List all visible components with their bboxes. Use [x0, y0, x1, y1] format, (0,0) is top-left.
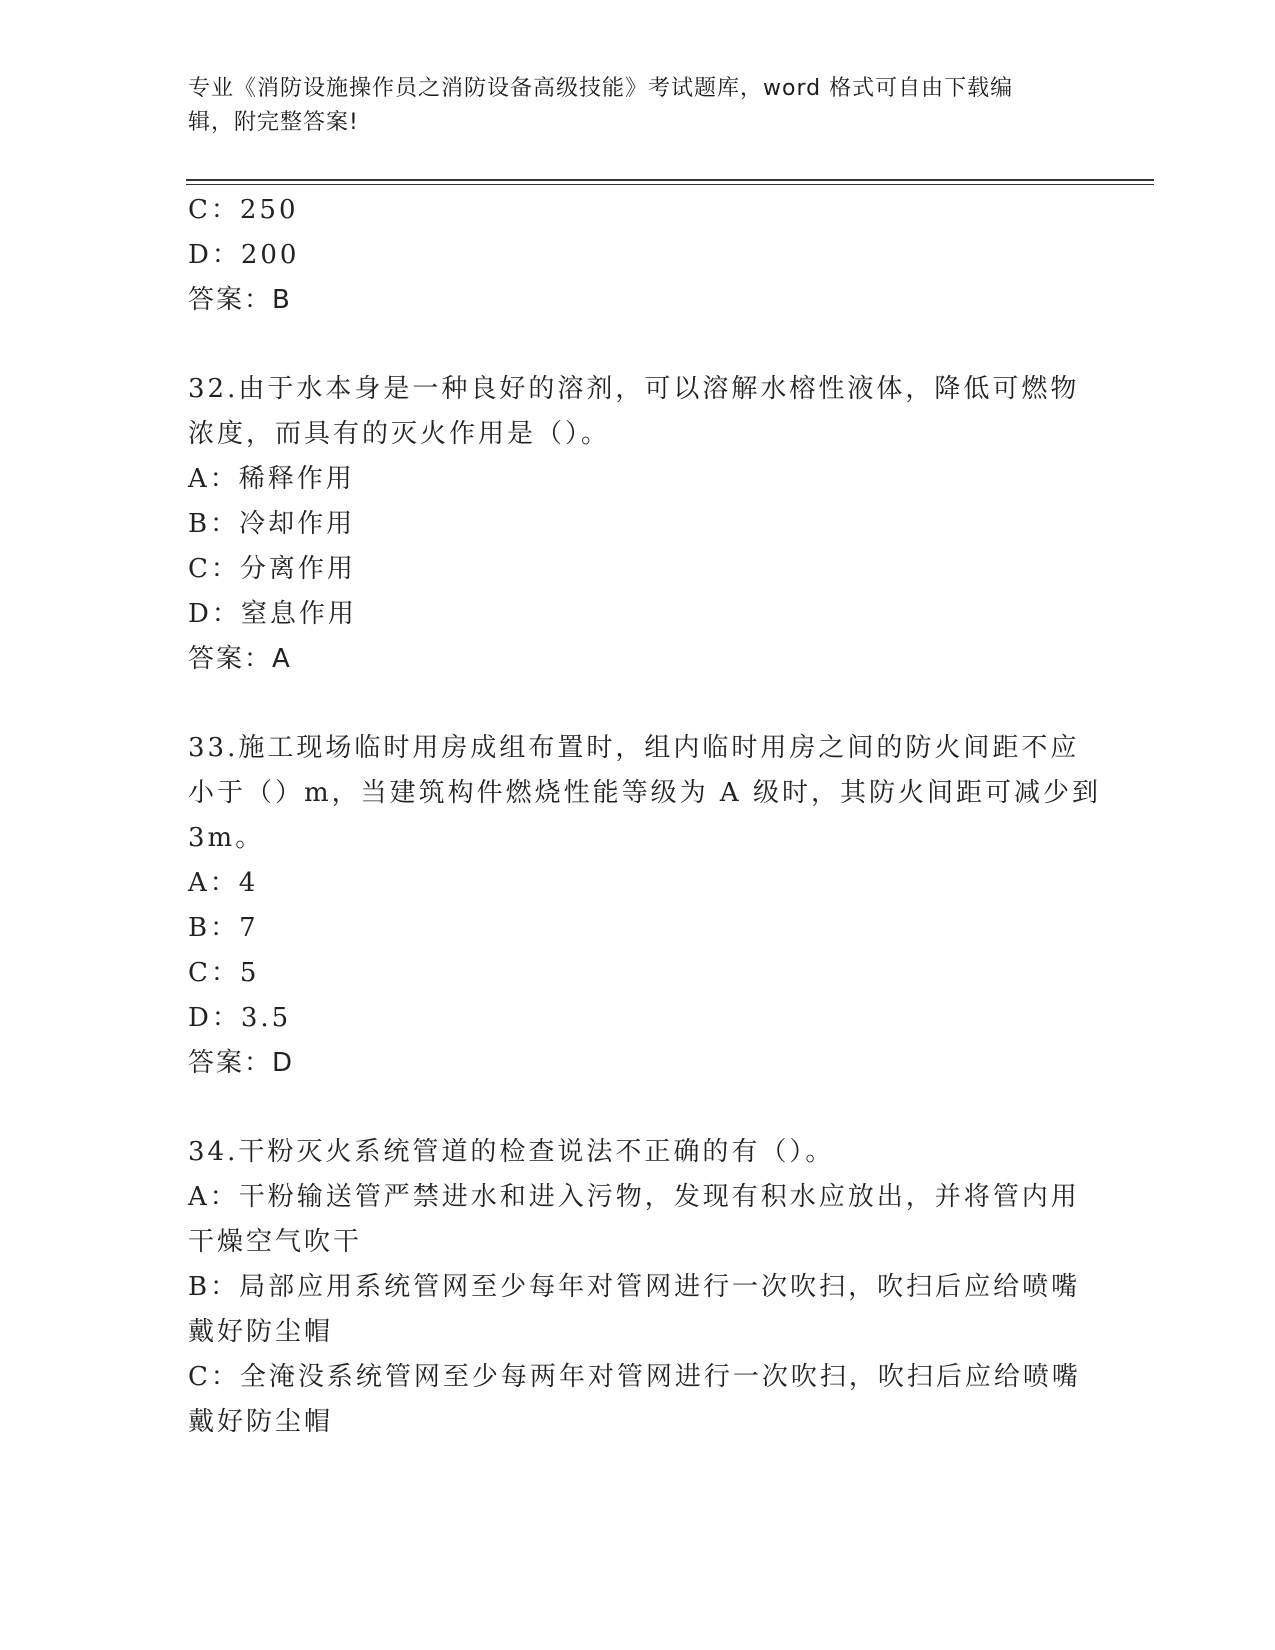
q34-stem-line-1: 34.干粉灭火系统管道的检查说法不正确的有（）。 [188, 1137, 835, 1167]
q34-option-c-line-1: C：全淹没系统管网至少每两年对管网进行一次吹扫，吹扫后应给喷嘴 [188, 1362, 1081, 1392]
header-rule-thin [186, 184, 1154, 185]
q34-option-a-line-2: 干燥空气吹干 [188, 1227, 363, 1257]
q33-option-b: B：7 [188, 913, 259, 943]
q31-option-d: D：200 [188, 240, 300, 270]
header-line-1: 专业《消防设施操作员之消防设备高级技能》考试题库，word 格式可自由下载编 [188, 76, 1014, 101]
q34-option-c-line-2: 戴好防尘帽 [188, 1407, 334, 1437]
q31-answer: 答案：B [188, 285, 292, 315]
q31-option-c: C：250 [188, 195, 299, 225]
q32-stem-line-1: 32.由于水本身是一种良好的溶剂，可以溶解水榕性液体，降低可燃物 [188, 374, 1080, 404]
q32-option-b: B：冷却作用 [188, 509, 356, 539]
q34-option-b-line-1: B：局部应用系统管网至少每年对管网进行一次吹扫，吹扫后应给喷嘴 [188, 1272, 1081, 1302]
header-line-2: 辑，附完整答案! [188, 110, 359, 135]
q32-option-d: D：窒息作用 [188, 599, 357, 629]
header-rule-thick [186, 179, 1154, 181]
q34-option-a-line-1: A：干粉输送管严禁进水和进入污物，发现有积水应放出，并将管内用 [188, 1182, 1080, 1212]
q33-stem-line-1: 33.施工现场临时用房成组布置时，组内临时用房之间的防火间距不应 [188, 733, 1080, 763]
q33-answer: 答案：D [188, 1048, 295, 1078]
q33-option-a: A：4 [188, 868, 259, 898]
q33-stem-line-2: 小于（）m，当建筑构件燃烧性能等级为 A 级时，其防火间距可减少到 [188, 778, 1101, 808]
document-header [188, 72, 1088, 140]
q34-option-b-line-2: 戴好防尘帽 [188, 1317, 334, 1347]
q33-option-c: C：5 [188, 958, 260, 988]
q32-answer: 答案：A [188, 644, 292, 674]
q32-stem-line-2: 浓度，而具有的灭火作用是（）。 [188, 419, 611, 449]
q32-option-c: C：分离作用 [188, 554, 356, 584]
q33-stem-line-3: 3m。 [188, 823, 265, 853]
q32-option-a: A：稀释作用 [188, 464, 355, 494]
q33-option-d: D：3.5 [188, 1003, 292, 1033]
